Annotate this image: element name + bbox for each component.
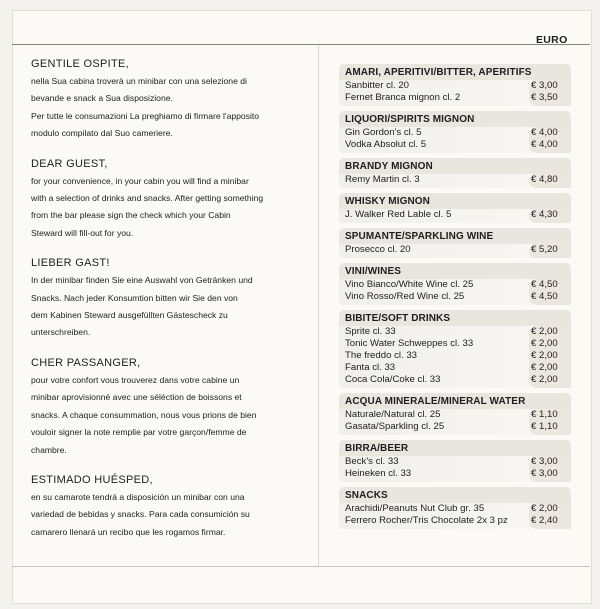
- menu-section: [339, 440, 571, 482]
- item-price: € 3,00: [531, 468, 558, 479]
- item-price: € 2,00: [531, 350, 558, 361]
- item-name: Ferrero Rocher/Tris Chocolate 2x 3 pz: [345, 515, 508, 526]
- intro-block: [31, 357, 311, 459]
- menu-section: [339, 393, 571, 435]
- intro-block: [31, 58, 311, 143]
- item-name: J. Walker Red Lable cl. 5: [345, 209, 452, 220]
- section-items: [339, 174, 571, 188]
- item-name: Tonic Water Schweppes cl. 33: [345, 338, 474, 349]
- section-title: BIRRA/BEER: [339, 440, 571, 456]
- currency-label: EURO: [536, 34, 568, 46]
- item-name: Fanta cl. 33: [345, 362, 396, 373]
- intro-line: from the bar please sign the check which your Cabin: [31, 210, 231, 221]
- price-list: [339, 64, 571, 534]
- section-title: ACQUA MINERALE/MINERAL WATER: [339, 393, 571, 409]
- intro-line: minibar aprovisionné avec une séléction de boissons et: [31, 392, 242, 403]
- item-price: € 2,00: [531, 362, 558, 373]
- item-price: € 1,10: [531, 421, 558, 432]
- intro-heading: CHER PASSANGER,: [31, 356, 141, 369]
- intro-line: dem Kabinen Steward ausgefüllten Gästescheck zu: [31, 310, 228, 321]
- item-price: € 2,00: [531, 503, 558, 514]
- menu-section: [339, 487, 571, 529]
- intro-line: snacks. A chaque consummation, nous vous prions de bien: [31, 409, 257, 420]
- item-name: Gasata/Sparkling cl. 25: [345, 421, 445, 432]
- section-title: AMARI, APERITIVI/BITTER, APERITIFS: [339, 64, 571, 80]
- menu-item: [339, 291, 571, 303]
- menu-section: [339, 64, 571, 106]
- section-title: WHISKY MIGNON: [339, 193, 571, 209]
- item-name: Naturale/Natural cl. 25: [345, 409, 441, 420]
- section-items: [339, 456, 571, 482]
- item-price: € 2,40: [531, 515, 558, 526]
- menu-item: [339, 279, 571, 291]
- section-items: [339, 127, 571, 153]
- section-items: [339, 409, 571, 435]
- menu-section: [339, 158, 571, 188]
- item-price: € 4,00: [531, 127, 558, 138]
- item-name: Fernet Branca mignon cl. 2: [345, 92, 461, 103]
- item-price: € 4,80: [531, 174, 558, 185]
- intro-line: nella Sua cabina troverà un minibar con una selezione di: [31, 76, 247, 86]
- menu-item: [339, 503, 571, 515]
- intro-line: Per tutte le consumazioni La preghiamo di firmare l'apposito: [31, 110, 260, 121]
- item-price: € 5,20: [531, 244, 558, 255]
- intro-line: bevande e snack a Sua disposizione.: [31, 93, 173, 104]
- intro-line: Snacks. Nach jeder Konsumtion bitten wir Sie den von: [31, 292, 238, 303]
- item-name: Gin Gordon's cl. 5: [345, 127, 422, 138]
- section-items: [339, 503, 571, 529]
- menu-item: [339, 80, 571, 92]
- intro-block: [31, 257, 311, 342]
- intro-line: unterschreiben.: [31, 327, 91, 338]
- intro-text: [31, 173, 311, 243]
- intro-line: modulo compilato dal Suo cameriere.: [31, 128, 173, 139]
- menu-item: [339, 456, 571, 468]
- item-price: € 3,50: [531, 92, 558, 103]
- menu-item: [339, 92, 571, 104]
- intro-heading: LIEBER GAST!: [31, 257, 110, 270]
- menu-item: [339, 409, 571, 421]
- menu-item: [339, 515, 571, 527]
- intro-block: [31, 474, 311, 541]
- item-price: € 4,00: [531, 139, 558, 150]
- item-name: Sprite cl. 33: [345, 326, 396, 337]
- section-items: [339, 326, 571, 388]
- section-items: [339, 279, 571, 305]
- intro-line: en su camarote tendrá a disposición un minibar con una: [31, 491, 245, 502]
- intro-text: [31, 272, 311, 342]
- item-name: Prosecco cl. 20: [345, 244, 411, 255]
- intro-text: [31, 73, 311, 143]
- item-price: € 2,00: [531, 338, 558, 349]
- intro-line: chambre.: [31, 444, 67, 455]
- top-divider: [12, 44, 590, 45]
- item-name: Heineken cl. 33: [345, 468, 412, 479]
- section-title: SPUMANTE/SPARKLING WINE: [339, 228, 571, 244]
- section-title: SNACKS: [339, 487, 571, 503]
- menu-item: [339, 139, 571, 151]
- item-name: Vino Bianco/White Wine cl. 25: [345, 279, 474, 290]
- intro-line: In der minibar finden Sie eine Auswahl von Getränken und: [31, 275, 253, 286]
- section-title: LIQUORI/SPIRITS MIGNON: [339, 111, 571, 127]
- item-price: € 4,50: [531, 279, 558, 290]
- menu-item: [339, 127, 571, 139]
- item-price: € 1,10: [531, 409, 558, 420]
- menu-item: [339, 362, 571, 374]
- menu-section: [339, 263, 571, 305]
- menu-item: [339, 468, 571, 480]
- intro-heading: DEAR GUEST,: [31, 157, 108, 170]
- intro-line: with a selection of drinks and snacks. After getting something: [31, 193, 264, 204]
- menu-item: [339, 350, 571, 362]
- item-name: Vino Rosso/Red Wine cl. 25: [345, 291, 465, 302]
- intro-line: camarero llenará un recibo que les rogamos firmar.: [31, 526, 226, 537]
- item-name: Vodka Absolut cl. 5: [345, 139, 427, 150]
- column-divider: [318, 45, 319, 566]
- menu-item: [339, 338, 571, 350]
- intro-heading: ESTIMADO HUÉSPED,: [31, 473, 153, 486]
- menu-item: [339, 374, 571, 386]
- menu-item: [339, 209, 571, 221]
- menu-section: [339, 310, 571, 388]
- intro-line: Steward will fill-out for you.: [31, 227, 134, 238]
- section-title: VINI/WINES: [339, 263, 571, 279]
- item-price: € 3,00: [531, 456, 558, 467]
- intro-line: pour votre confort vous trouverez dans votre cabine un: [31, 374, 240, 385]
- item-name: Beck's cl. 33: [345, 456, 399, 467]
- item-price: € 2,00: [531, 326, 558, 337]
- intro-line: for your convenience, in your cabin you will find a minibar: [31, 175, 249, 186]
- guest-intro-column: [31, 58, 311, 556]
- menu-item: [339, 244, 571, 256]
- item-name: The freddo cl. 33: [345, 350, 417, 361]
- section-title: BRANDY MIGNON: [339, 158, 571, 174]
- section-items: [339, 80, 571, 106]
- section-items: [339, 209, 571, 223]
- item-name: Arachidi/Peanuts Nut Club gr. 35: [345, 503, 485, 514]
- intro-text: [31, 372, 311, 459]
- section-title: BIBITE/SOFT DRINKS: [339, 310, 571, 326]
- item-name: Coca Cola/Coke cl. 33: [345, 374, 441, 385]
- bottom-divider: [12, 566, 590, 567]
- item-price: € 2,00: [531, 374, 558, 385]
- intro-line: variedad de bebidas y snacks. Para cada consumición su: [31, 509, 250, 520]
- section-items: [339, 244, 571, 258]
- intro-block: [31, 158, 311, 243]
- menu-section: [339, 228, 571, 258]
- menu-section: [339, 193, 571, 223]
- item-price: € 4,50: [531, 291, 558, 302]
- intro-line: vouloir signer la note remplie par votre garçon/femme de: [31, 427, 247, 438]
- menu-item: [339, 421, 571, 433]
- item-price: € 4,30: [531, 209, 558, 220]
- item-name: Sanbitter cl. 20: [345, 80, 409, 91]
- item-name: Remy Martin cl. 3: [345, 174, 420, 185]
- menu-item: [339, 174, 571, 186]
- item-price: € 3,00: [531, 80, 558, 91]
- intro-heading: GENTILE OSPITE,: [31, 58, 130, 70]
- menu-section: [339, 111, 571, 153]
- intro-text: [31, 489, 311, 541]
- menu-item: [339, 326, 571, 338]
